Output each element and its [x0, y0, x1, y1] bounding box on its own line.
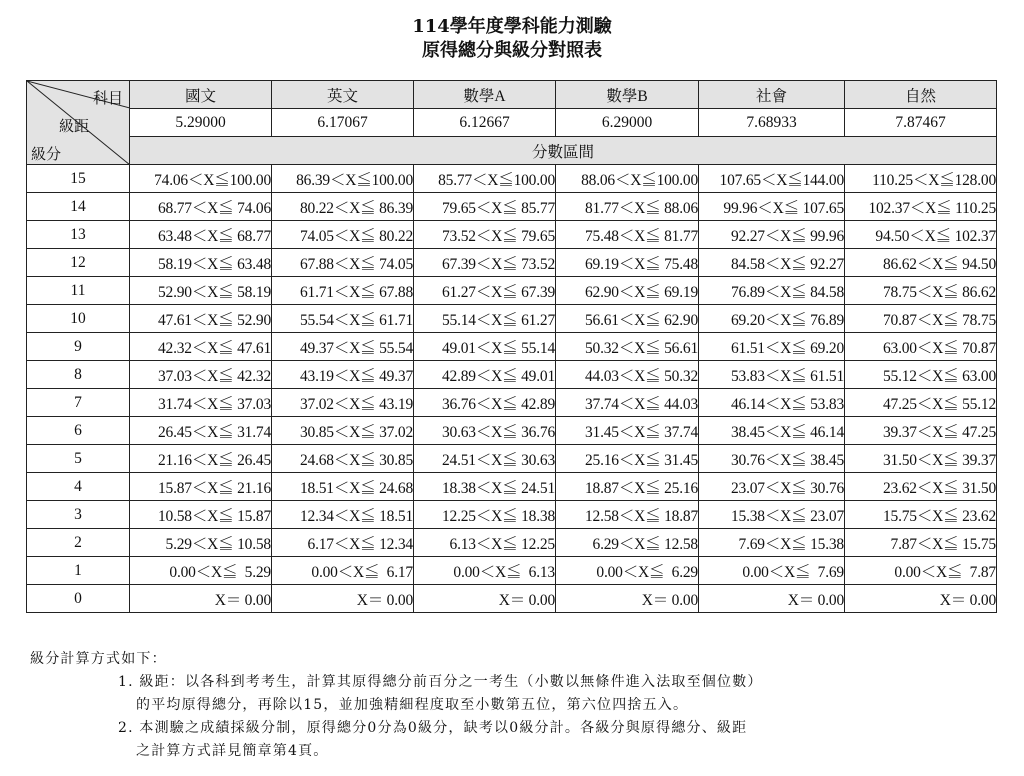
range-cell: 85.77＜X≦100.00: [414, 165, 556, 193]
range-cell: 12.58＜X≦ 18.87: [556, 501, 699, 529]
range-cell: 50.32＜X≦ 56.61: [556, 333, 699, 361]
range-cell: 56.61＜X≦ 62.90: [556, 305, 699, 333]
range-cell: 25.16＜X≦ 31.45: [556, 445, 699, 473]
range-cell: 69.20＜X≦ 76.89: [699, 305, 845, 333]
table-row: [27, 417, 997, 445]
level-cell: 15: [27, 165, 130, 193]
level-cell: 13: [27, 221, 130, 249]
level-cell: 3: [27, 501, 130, 529]
gap-row: [27, 109, 997, 137]
table-row: [27, 333, 997, 361]
range-cell: 15.87＜X≦ 21.16: [130, 473, 272, 501]
gap-value: 6.29000: [556, 109, 699, 137]
range-cell: 63.00＜X≦ 70.87: [845, 333, 997, 361]
range-cell: 102.37＜X≦ 110.25: [845, 193, 997, 221]
range-cell: 49.37＜X≦ 55.54: [272, 333, 414, 361]
range-cell: 0.00＜X≦ 7.69: [699, 557, 845, 585]
range-cell: 31.45＜X≦ 37.74: [556, 417, 699, 445]
range-cell: 23.07＜X≦ 30.76: [699, 473, 845, 501]
table-row: [27, 501, 997, 529]
notes-section: [30, 648, 763, 763]
table-corner-cell: [27, 81, 130, 165]
level-cell: 12: [27, 249, 130, 277]
range-cell: 39.37＜X≦ 47.25: [845, 417, 997, 445]
range-cell: 47.61＜X≦ 52.90: [130, 305, 272, 333]
level-cell: 11: [27, 277, 130, 305]
range-cell: 24.51＜X≦ 30.63: [414, 445, 556, 473]
range-cell: 55.14＜X≦ 61.27: [414, 305, 556, 333]
range-cell: 37.03＜X≦ 42.32: [130, 361, 272, 389]
table-row: [27, 165, 997, 193]
level-cell: 7: [27, 389, 130, 417]
range-cell: 67.39＜X≦ 73.52: [414, 249, 556, 277]
subject-header: 數學B: [556, 81, 699, 109]
range-cell: X＝ 0.00: [272, 585, 414, 613]
range-cell: 12.25＜X≦ 18.38: [414, 501, 556, 529]
range-cell: 110.25＜X≦128.00: [845, 165, 997, 193]
range-cell: 79.65＜X≦ 85.77: [414, 193, 556, 221]
range-cell: 7.69＜X≦ 15.38: [699, 529, 845, 557]
range-cell: 46.14＜X≦ 53.83: [699, 389, 845, 417]
range-cell: 67.88＜X≦ 74.05: [272, 249, 414, 277]
note-item-1-line-2: 的平均原得總分，再除以15，並加強精細程度取至小數第五位，第六位四捨五入。: [136, 697, 689, 713]
range-cell: 26.45＜X≦ 31.74: [130, 417, 272, 445]
notes-heading: 級分計算方式如下：: [30, 651, 167, 667]
level-cell: 0: [27, 585, 130, 613]
range-cell: 61.71＜X≦ 67.88: [272, 277, 414, 305]
range-cell: 69.19＜X≦ 75.48: [556, 249, 699, 277]
range-cell: 31.50＜X≦ 39.37: [845, 445, 997, 473]
level-cell: 9: [27, 333, 130, 361]
level-cell: 1: [27, 557, 130, 585]
score-conversion-table: [26, 80, 997, 613]
range-cell: 36.76＜X≦ 42.89: [414, 389, 556, 417]
range-cell: 107.65＜X≦144.00: [699, 165, 845, 193]
level-cell: 2: [27, 529, 130, 557]
range-cell: 86.62＜X≦ 94.50: [845, 249, 997, 277]
range-cell: 76.89＜X≦ 84.58: [699, 277, 845, 305]
range-cell: 63.48＜X≦ 68.77: [130, 221, 272, 249]
table-row: [27, 445, 997, 473]
corner-label-gap: 級距: [59, 119, 90, 135]
gap-value: 6.12667: [414, 109, 556, 137]
range-cell: 58.19＜X≦ 63.48: [130, 249, 272, 277]
page-title: 114學年度學科能力測驗: [412, 16, 612, 37]
level-cell: 6: [27, 417, 130, 445]
table-row: [27, 305, 997, 333]
table-row: [27, 193, 997, 221]
range-cell: 23.62＜X≦ 31.50: [845, 473, 997, 501]
table-row: [27, 389, 997, 417]
range-cell: 92.27＜X≦ 99.96: [699, 221, 845, 249]
subject-header: 自然: [845, 81, 997, 109]
range-cell: 49.01＜X≦ 55.14: [414, 333, 556, 361]
range-cell: 0.00＜X≦ 5.29: [130, 557, 272, 585]
subject-header: 英文: [272, 81, 414, 109]
range-cell: X＝ 0.00: [414, 585, 556, 613]
range-cell: 18.51＜X≦ 24.68: [272, 473, 414, 501]
corner-label-subject: 科目: [92, 91, 123, 107]
corner-label-level: 級分: [31, 147, 62, 163]
range-cell: 18.87＜X≦ 25.16: [556, 473, 699, 501]
level-cell: 5: [27, 445, 130, 473]
band-header: 分數區間: [130, 137, 997, 165]
range-cell: 6.17＜X≦ 12.34: [272, 529, 414, 557]
level-cell: 4: [27, 473, 130, 501]
subject-header: 數學A: [414, 81, 556, 109]
level-cell: 14: [27, 193, 130, 221]
range-cell: 73.52＜X≦ 79.65: [414, 221, 556, 249]
range-cell: 42.32＜X≦ 47.61: [130, 333, 272, 361]
subject-header: 國文: [130, 81, 272, 109]
range-cell: X＝ 0.00: [130, 585, 272, 613]
range-cell: 61.27＜X≦ 67.39: [414, 277, 556, 305]
table-row: [27, 361, 997, 389]
range-cell: 86.39＜X≦100.00: [272, 165, 414, 193]
range-cell: 21.16＜X≦ 26.45: [130, 445, 272, 473]
range-cell: 55.54＜X≦ 61.71: [272, 305, 414, 333]
range-cell: 99.96＜X≦ 107.65: [699, 193, 845, 221]
range-cell: 6.13＜X≦ 12.25: [414, 529, 556, 557]
note-item-2-line-1: 2. 本測驗之成績採級分制，原得總分0分為0級分，缺考以0級分計。各級分與原得總分、級距: [118, 720, 748, 736]
range-cell: 15.38＜X≦ 23.07: [699, 501, 845, 529]
range-cell: 37.74＜X≦ 44.03: [556, 389, 699, 417]
range-cell: 61.51＜X≦ 69.20: [699, 333, 845, 361]
gap-value: 5.29000: [130, 109, 272, 137]
range-cell: 0.00＜X≦ 6.13: [414, 557, 556, 585]
note-item-1-line-1: 1. 級距：以各科到考考生，計算其原得總分前百分之一考生（小數以無條件進入法取至個位數）: [118, 674, 763, 690]
gap-value: 7.87467: [845, 109, 997, 137]
table-row: [27, 529, 997, 557]
range-cell: 30.63＜X≦ 36.76: [414, 417, 556, 445]
gap-value: 7.68933: [699, 109, 845, 137]
note-item-2-line-2: 之計算方式詳見簡章第4頁。: [136, 743, 329, 759]
range-cell: 74.06＜X≦100.00: [130, 165, 272, 193]
range-cell: 6.29＜X≦ 12.58: [556, 529, 699, 557]
range-cell: 43.19＜X≦ 49.37: [272, 361, 414, 389]
range-cell: 94.50＜X≦ 102.37: [845, 221, 997, 249]
level-cell: 8: [27, 361, 130, 389]
table-row: [27, 473, 997, 501]
page-subtitle: 原得總分與級分對照表: [422, 40, 602, 61]
table-row: [27, 221, 997, 249]
range-cell: 0.00＜X≦ 7.87: [845, 557, 997, 585]
subject-header: 社會: [699, 81, 845, 109]
range-cell: 84.58＜X≦ 92.27: [699, 249, 845, 277]
table-row: [27, 249, 997, 277]
table-row: [27, 277, 997, 305]
range-cell: 53.83＜X≦ 61.51: [699, 361, 845, 389]
table-row: [27, 585, 997, 613]
range-cell: 62.90＜X≦ 69.19: [556, 277, 699, 305]
range-cell: X＝ 0.00: [699, 585, 845, 613]
range-cell: 24.68＜X≦ 30.85: [272, 445, 414, 473]
range-cell: 5.29＜X≦ 10.58: [130, 529, 272, 557]
table-row: [27, 557, 997, 585]
gap-value: 6.17067: [272, 109, 414, 137]
range-cell: 12.34＜X≦ 18.51: [272, 501, 414, 529]
range-cell: 31.74＜X≦ 37.03: [130, 389, 272, 417]
subject-header-row: [27, 81, 997, 109]
range-cell: 78.75＜X≦ 86.62: [845, 277, 997, 305]
level-cell: 10: [27, 305, 130, 333]
range-cell: 52.90＜X≦ 58.19: [130, 277, 272, 305]
range-cell: 88.06＜X≦100.00: [556, 165, 699, 193]
range-cell: X＝ 0.00: [845, 585, 997, 613]
band-header-row: [27, 137, 997, 165]
range-cell: 81.77＜X≦ 88.06: [556, 193, 699, 221]
range-cell: 68.77＜X≦ 74.06: [130, 193, 272, 221]
range-cell: 37.02＜X≦ 43.19: [272, 389, 414, 417]
range-cell: 0.00＜X≦ 6.17: [272, 557, 414, 585]
range-cell: 70.87＜X≦ 78.75: [845, 305, 997, 333]
range-cell: 42.89＜X≦ 49.01: [414, 361, 556, 389]
range-cell: 7.87＜X≦ 15.75: [845, 529, 997, 557]
range-cell: 10.58＜X≦ 15.87: [130, 501, 272, 529]
range-cell: 30.85＜X≦ 37.02: [272, 417, 414, 445]
range-cell: 18.38＜X≦ 24.51: [414, 473, 556, 501]
range-cell: 74.05＜X≦ 80.22: [272, 221, 414, 249]
range-cell: 47.25＜X≦ 55.12: [845, 389, 997, 417]
range-cell: 0.00＜X≦ 6.29: [556, 557, 699, 585]
range-cell: 55.12＜X≦ 63.00: [845, 361, 997, 389]
range-cell: 44.03＜X≦ 50.32: [556, 361, 699, 389]
range-cell: 80.22＜X≦ 86.39: [272, 193, 414, 221]
range-cell: 30.76＜X≦ 38.45: [699, 445, 845, 473]
range-cell: 15.75＜X≦ 23.62: [845, 501, 997, 529]
range-cell: X＝ 0.00: [556, 585, 699, 613]
range-cell: 75.48＜X≦ 81.77: [556, 221, 699, 249]
range-cell: 38.45＜X≦ 46.14: [699, 417, 845, 445]
